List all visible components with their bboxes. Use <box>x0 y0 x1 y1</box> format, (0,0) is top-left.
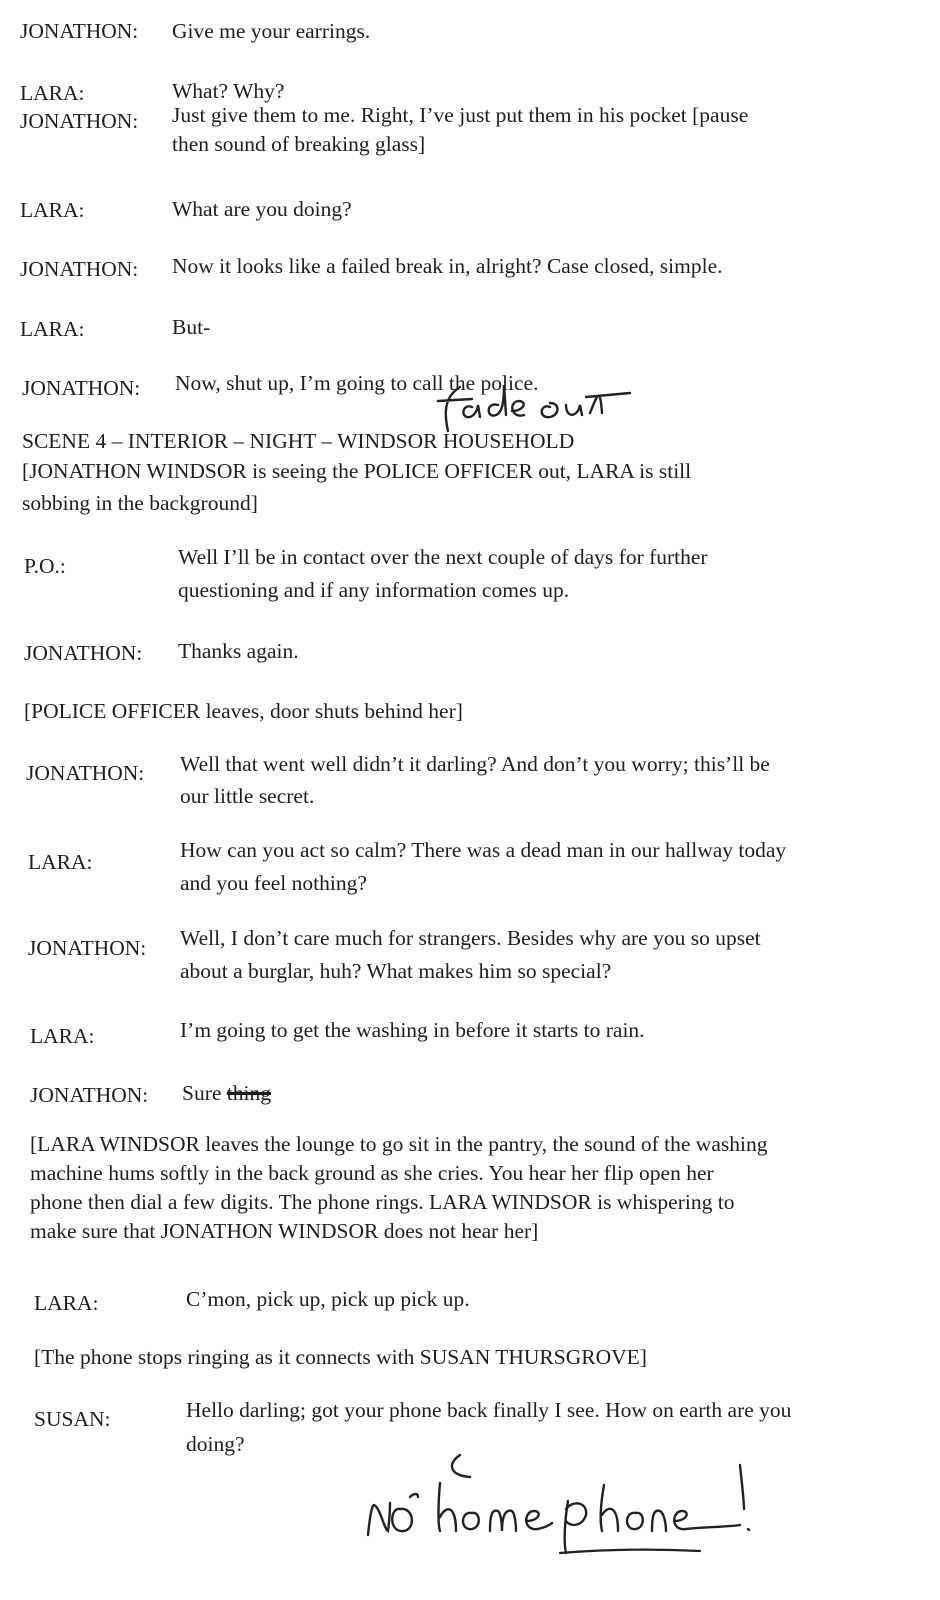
speaker: LARA: <box>20 198 85 222</box>
dialogue: Well I’ll be in contact over the next couple of days for further <box>178 545 708 569</box>
dialogue: doing? <box>186 1432 245 1456</box>
speaker: JONATHON: <box>30 1083 149 1107</box>
stage-direction: machine hums softly in the back ground as she cries. You hear her flip open her <box>30 1161 714 1185</box>
dialogue: our little secret. <box>180 784 315 808</box>
stage-direction: [The phone stops ringing as it connects with SUSAN THURSGROVE] <box>34 1345 647 1369</box>
dialogue: How can you act so calm? There was a dead man in our hallway today <box>180 838 787 862</box>
speaker: JONATHON: <box>20 19 139 43</box>
scene-heading: SCENE 4 – INTERIOR – NIGHT – WINDSOR HOUSEHOLD <box>22 429 575 453</box>
dialogue: then sound of breaking glass] <box>172 132 426 156</box>
dialogue: What? Why? <box>172 79 285 103</box>
speaker: LARA: <box>28 850 93 874</box>
dialogue-text: Sure <box>182 1081 222 1105</box>
speaker: LARA: <box>30 1024 95 1048</box>
handwritten-fade-out-annotation <box>420 383 710 433</box>
dialogue <box>182 1080 271 1106</box>
stage-direction: phone then dial a few digits. The phone rings. LARA WINDSOR is whispering to <box>30 1190 735 1214</box>
dialogue: Well, I don’t care much for strangers. Besides why are you so upset <box>180 926 761 950</box>
dialogue: Give me your earrings. <box>172 19 371 43</box>
dialogue: C’mon, pick up, pick up pick up. <box>186 1287 470 1311</box>
stage-direction: sobbing in the background] <box>22 491 258 515</box>
speaker: LARA: <box>20 81 85 105</box>
speaker: JONATHON: <box>26 761 145 785</box>
speaker: SUSAN: <box>34 1407 111 1431</box>
speaker: LARA: <box>34 1291 99 1315</box>
dialogue: Thanks again. <box>178 639 299 663</box>
dialogue: Well that went well didn’t it darling? And don’t you worry; this’ll be <box>180 752 770 776</box>
stage-direction: [POLICE OFFICER leaves, door shuts behind her] <box>24 699 463 723</box>
dialogue: Now, shut up, I’m going to call the police. <box>175 371 539 395</box>
speaker: P.O.: <box>24 554 66 578</box>
dialogue: questioning and if any information comes up. <box>178 578 570 602</box>
struck-out-text: thing <box>226 1081 271 1105</box>
speaker: JONATHON: <box>22 376 141 400</box>
stage-direction: make sure that JONATHON WINDSOR does not hear her] <box>30 1219 539 1243</box>
speaker: JONATHON: <box>24 641 143 665</box>
dialogue: about a burglar, huh? What makes him so special? <box>180 959 612 983</box>
dialogue: What are you doing? <box>172 197 352 221</box>
dialogue: Hello darling; got your phone back finally I see. How on earth are you <box>186 1398 792 1422</box>
stage-direction: [LARA WINDSOR leaves the lounge to go sit in the pantry, the sound of the washing <box>30 1132 768 1156</box>
speaker: JONATHON: <box>28 936 147 960</box>
speaker: JONATHON: <box>20 257 139 281</box>
dialogue: Now it looks like a failed break in, alright? Case closed, simple. <box>172 254 723 278</box>
speaker: LARA: <box>20 317 85 341</box>
stage-direction: [JONATHON WINDSOR is seeing the POLICE OFFICER out, LARA is still <box>22 459 692 483</box>
dialogue: and you feel nothing? <box>180 871 367 895</box>
dialogue: I’m going to get the washing in before it starts to rain. <box>180 1018 645 1042</box>
dialogue: But- <box>172 315 211 339</box>
dialogue: Just give them to me. Right, I’ve just put them in his pocket [pause <box>172 103 749 127</box>
handwritten-no-home-phone-annotation <box>360 1445 780 1555</box>
speaker: JONATHON: <box>20 109 139 133</box>
